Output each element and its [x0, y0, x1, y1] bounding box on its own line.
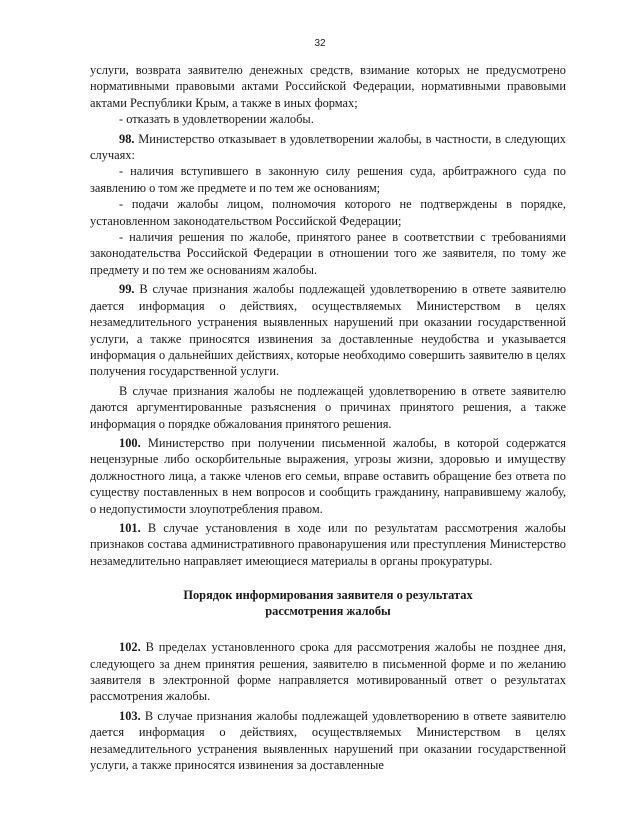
paragraph-101 [90, 520, 566, 569]
clause-text: Министерство отказывает в удовлетворении жалобы, в частности, в следующих случаях: [90, 131, 566, 163]
section-heading-line2: рассмотрения жалобы [265, 604, 391, 619]
list-item-refuse: - отказать в удовлетворении жалобы. [119, 112, 314, 127]
document-body [90, 62, 566, 773]
clause-number: 103. [119, 708, 141, 723]
page-number: 32 [314, 38, 326, 49]
list-item-prior-decision: - наличия решения по жалобе, принятого ранее в соответствии с требованиями законодательства Российской Федерации в отношении того же заявителя, по тому же предмету и по тем же основаниям жалобы. [90, 230, 566, 277]
clause-number: 99. [119, 282, 135, 297]
paragraph-102 [90, 639, 566, 705]
paragraph-continuation: услуги, возврата заявителю денежных средств, взимание которых не предусмотрено нормативными правовыми актами Российской Федерации, нормативными правовыми актами Республики Крым, а также в иных формах; [90, 63, 566, 110]
section-heading [90, 587, 566, 619]
clause-text: Министерство при получении письменной жалобы, в которой содержатся нецензурные либо оскорбительные выражения, угрозы жизни, здоровью и имуществу должностного лица, а также членов его семьи, вправе оставить обращение без ответа по существу поставленных в нем вопросов и сообщить гражданину, направившему жалобу, о недопустимости злоупотребления правом. [90, 435, 566, 516]
clause-text: В случае установления в ходе или по результатам рассмотрения жалобы признаков состава административного правонарушения или преступления Министерство незамедлительно направляет имеющиеся материалы в органы прокуратуры. [90, 520, 566, 568]
section-heading-line1: Порядок информирования заявителя о результатах [183, 588, 473, 603]
clause-text: В случае признания жалобы подлежащей удовлетворению в ответе заявителю дается информация о действиях, осуществляемых Министерством в целях незамедлительного устранения выявленных нарушений при оказании государственной услуги, а также приносятся извинения за доставленные неудобства и указывается информация о дальнейших действиях, которые необходимо совершить заявителю в целях получения государственной услуги. [90, 282, 566, 379]
list-item-unauthorized: - подачи жалобы лицом, полномочия которого не подтверждены в порядке, установленном законодательством Российской Федерации; [90, 197, 566, 228]
paragraph-103 [90, 708, 566, 774]
paragraph-99 [90, 281, 566, 379]
clause-number: 98. [119, 131, 135, 146]
clause-number: 101. [119, 520, 141, 535]
paragraph-99-rejection: В случае признания жалобы не подлежащей удовлетворению в ответе заявителю даются аргументированные разъяснения о причинах принятого решения, а также информация о порядке обжалования принятого решения. [90, 383, 566, 431]
clause-text: В случае признания жалобы подлежащей удовлетворению в ответе заявителю дается информация о действиях, осуществляемых Министерством в целях незамедлительного устранения выявленных нарушений при оказании государственной услуги, а также приносятся извинения за доставленные [90, 708, 566, 773]
list-item-court-decision: - наличия вступившего в законную силу решения суда, арбитражного суда по заявлению о том же предмете и по тем же основаниям; [90, 164, 566, 195]
clause-text: В пределах установленного срока для рассмотрения жалобы не позднее дня, следующего за днем принятия решения, заявителю в письменной форме и по желанию заявителя в электронной форме направляется мотивированный ответ о результатах рассмотрения жалобы. [90, 640, 566, 704]
clause-number: 100. [119, 435, 141, 450]
paragraph-100 [90, 435, 566, 517]
clause-number: 102. [119, 640, 141, 655]
paragraph-98 [90, 131, 566, 164]
